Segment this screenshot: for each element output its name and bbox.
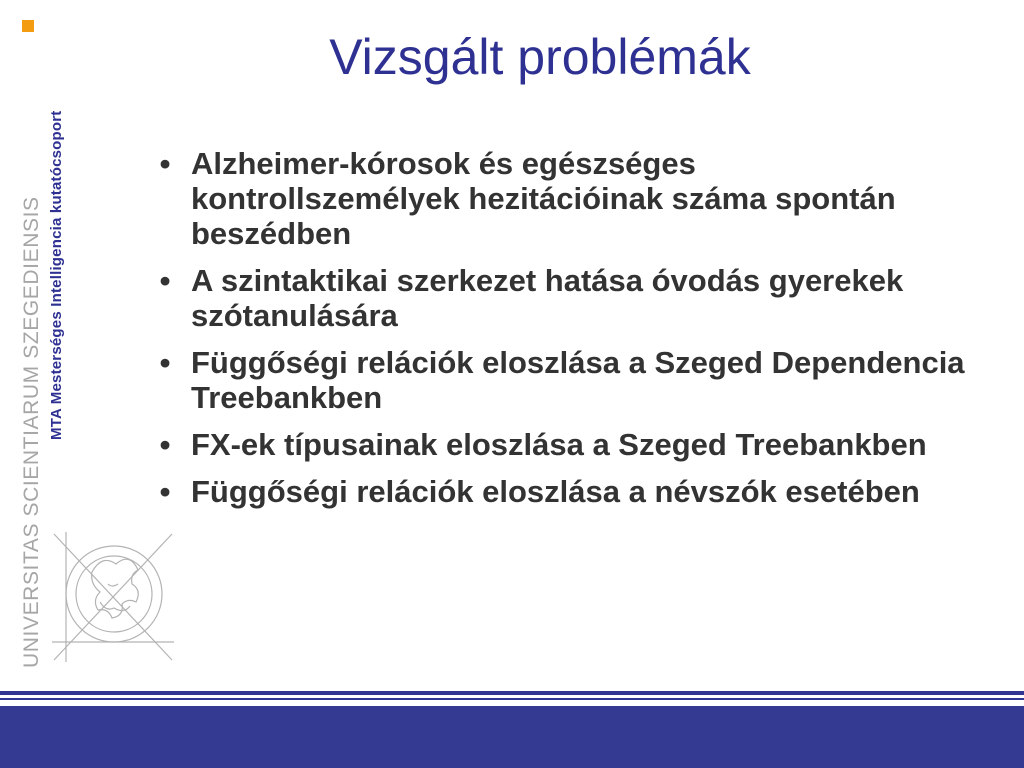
bullet-marker: • [159,146,171,181]
list-item [150,263,970,333]
bullet-marker: • [159,427,171,462]
list-item-text: Függőségi relációk eloszlása a névszók esetében [191,474,920,509]
list-item-text: FX-ek típusainak eloszlása a Szeged Treebankben [191,427,927,462]
footer-rule-thin [0,698,1024,700]
research-group-name: MTA Mesterséges Intelligencia kutatócsoport [48,110,65,440]
footer-rule [0,691,1024,695]
list-item [150,146,970,251]
list-item-text: Alzheimer-kórosok és egészséges kontrollszemélyek hezitációinak száma spontán beszédben [191,146,896,251]
list-item [150,427,970,462]
list-item-text: A szintaktikai szerkezet hatása óvodás gyerekek szótanulására [191,263,904,333]
list-item [150,474,970,509]
university-name: UNIVERSITAS SCIENTIARUM SZEGEDIENSIS [20,196,43,668]
bullet-marker: • [159,345,171,380]
bullet-marker: • [159,474,171,509]
list-item [150,345,970,415]
list-item-text: Függőségi relációk eloszlása a Szeged Dependencia Treebankben [191,345,965,415]
bullet-list [150,146,970,521]
bullet-marker: • [159,263,171,298]
accent-square [22,20,34,32]
slide-title: Vizsgált problémák [329,29,751,85]
footer-band [0,706,1024,768]
university-seal-icon [52,532,174,662]
